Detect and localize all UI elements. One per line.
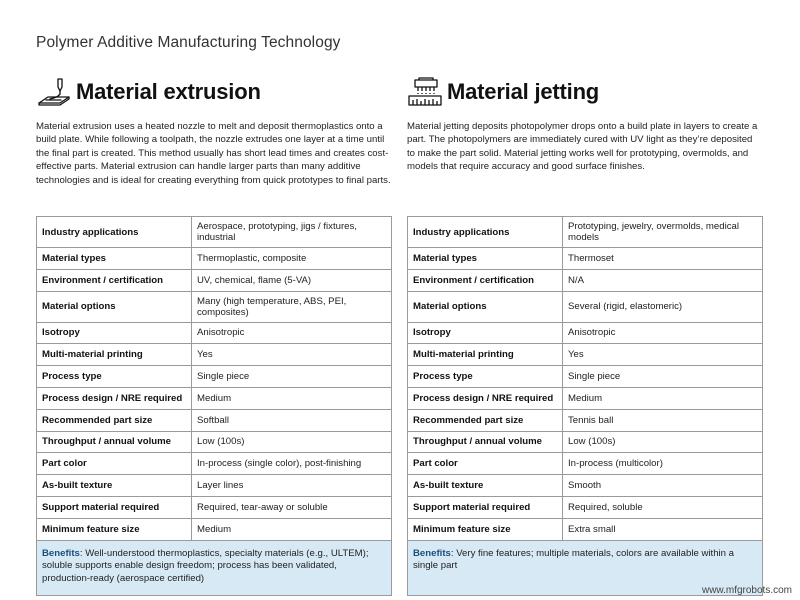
spec-value: UV, chemical, flame (5-VA) (192, 269, 392, 291)
spec-value: In-process (multicolor) (563, 453, 763, 475)
table-row (37, 269, 392, 291)
spec-value: Thermoset (563, 248, 763, 270)
spec-label: Industry applications (408, 217, 563, 248)
table-row (37, 475, 392, 497)
spec-label: Industry applications (37, 217, 192, 248)
section-title: Material extrusion (76, 79, 261, 104)
spec-value: Tennis ball (563, 409, 763, 431)
table-row (37, 387, 392, 409)
specs-table (36, 216, 392, 541)
spec-value: Thermoplastic, composite (192, 248, 392, 270)
spec-value: Yes (192, 344, 392, 366)
table-row (37, 409, 392, 431)
benefits-label: Benefits (413, 547, 451, 559)
table-row (37, 322, 392, 344)
table-row (408, 453, 763, 475)
spec-label: Support material required (408, 496, 563, 518)
table-row (37, 366, 392, 388)
spec-value: Single piece (192, 366, 392, 388)
specs-table (407, 216, 763, 541)
spec-value: Smooth (563, 475, 763, 497)
spec-label: As-built texture (408, 475, 563, 497)
material-jetting-section (407, 72, 763, 596)
spec-label: Process design / NRE required (408, 387, 563, 409)
spec-value: Several (rigid, elastomeric) (563, 291, 763, 322)
table-row (408, 475, 763, 497)
inkjet-printhead-icon (407, 77, 443, 107)
spec-value: Low (100s) (192, 431, 392, 453)
spec-value: Low (100s) (563, 431, 763, 453)
spec-value: Aerospace, prototyping, jigs / fixtures, industrial (192, 217, 392, 248)
spec-label: Throughput / annual volume (37, 431, 192, 453)
spec-value: Required, tear-away or soluble (192, 496, 392, 518)
spec-label: Minimum feature size (408, 518, 563, 540)
spec-value: Softball (192, 409, 392, 431)
spec-label: Environment / certification (37, 269, 192, 291)
spec-label: Process design / NRE required (37, 387, 192, 409)
spec-value: Medium (192, 387, 392, 409)
spec-label: Isotropy (37, 322, 192, 344)
spec-label: Process type (408, 366, 563, 388)
spec-value: Anisotropic (192, 322, 392, 344)
spec-label: Multi-material printing (37, 344, 192, 366)
table-row (408, 366, 763, 388)
benefits-text: : Well-understood thermoplastics, specialty materials (e.g., ULTEM); soluble supports enable design freedom; process has been validated, production-ready (aerospace certified) (42, 547, 369, 584)
section-heading (36, 72, 392, 112)
spec-label: Process type (37, 366, 192, 388)
spec-label: Material options (37, 291, 192, 322)
spec-value: N/A (563, 269, 763, 291)
table-row (408, 496, 763, 518)
table-row (408, 387, 763, 409)
spec-label: Multi-material printing (408, 344, 563, 366)
table-row (37, 453, 392, 475)
watermark: www.mfgrobots.com (701, 585, 792, 596)
table-row (408, 344, 763, 366)
spec-label: Material types (408, 248, 563, 270)
section-heading (407, 72, 763, 112)
benefits-box (36, 541, 392, 596)
table-row (37, 217, 392, 248)
spec-label: As-built texture (37, 475, 192, 497)
section-description: Material extrusion uses a heated nozzle to melt and deposit thermoplastics onto a build plate. While following a toolpath, the nozzle extrudes one layer at a time until the final part is created. This method usually has short lead times and creates cost-effective parts. Material extrusion can handle larger parts than many additive technologies and is ideal for creating everything from quick prototypes to final parts. (36, 121, 391, 186)
table-row (37, 291, 392, 322)
spec-label: Part color (408, 453, 563, 475)
spec-value: In-process (single color), post-finishing (192, 453, 392, 475)
table-row (37, 344, 392, 366)
table-row (37, 518, 392, 540)
material-extrusion-section (36, 72, 392, 596)
table-row (408, 409, 763, 431)
spec-value: Layer lines (192, 475, 392, 497)
nozzle-extrusion-icon (36, 77, 72, 107)
table-row (408, 291, 763, 322)
spec-label: Isotropy (408, 322, 563, 344)
spec-label: Throughput / annual volume (408, 431, 563, 453)
spec-label: Recommended part size (37, 409, 192, 431)
spec-value: Single piece (563, 366, 763, 388)
benefits-text: : Very fine features; multiple materials, colors are available within a single part (413, 547, 735, 572)
table-row (408, 431, 763, 453)
spec-value: Many (high temperature, ABS, PEI, composites) (192, 291, 392, 322)
spec-value: Anisotropic (563, 322, 763, 344)
table-row (37, 248, 392, 270)
table-row (408, 217, 763, 248)
page-title: Polymer Additive Manufacturing Technology (36, 34, 341, 51)
spec-value: Medium (563, 387, 763, 409)
spec-label: Recommended part size (408, 409, 563, 431)
spec-label: Part color (37, 453, 192, 475)
spec-value: Medium (192, 518, 392, 540)
benefits-label: Benefits (42, 547, 80, 559)
spec-value: Extra small (563, 518, 763, 540)
spec-label: Material options (408, 291, 563, 322)
spec-value: Required, soluble (563, 496, 763, 518)
spec-value: Yes (563, 344, 763, 366)
spec-label: Material types (37, 248, 192, 270)
table-row (408, 269, 763, 291)
spec-label: Environment / certification (408, 269, 563, 291)
spec-value: Prototyping, jewelry, overmolds, medical models (563, 217, 763, 248)
spec-label: Minimum feature size (37, 518, 192, 540)
section-title: Material jetting (447, 79, 600, 104)
section-description: Material jetting deposits photopolymer drops onto a build plate in layers to create a part. The photopolymers are immediately cured with UV light as they’re deposited to make the part solid. Material jetting works well for prototyping, overmolds, and models that require accuracy and good surface finishes. (407, 121, 758, 173)
table-row (37, 431, 392, 453)
table-row (408, 518, 763, 540)
spec-label: Support material required (37, 496, 192, 518)
table-row (408, 322, 763, 344)
table-row (37, 496, 392, 518)
table-row (408, 248, 763, 270)
